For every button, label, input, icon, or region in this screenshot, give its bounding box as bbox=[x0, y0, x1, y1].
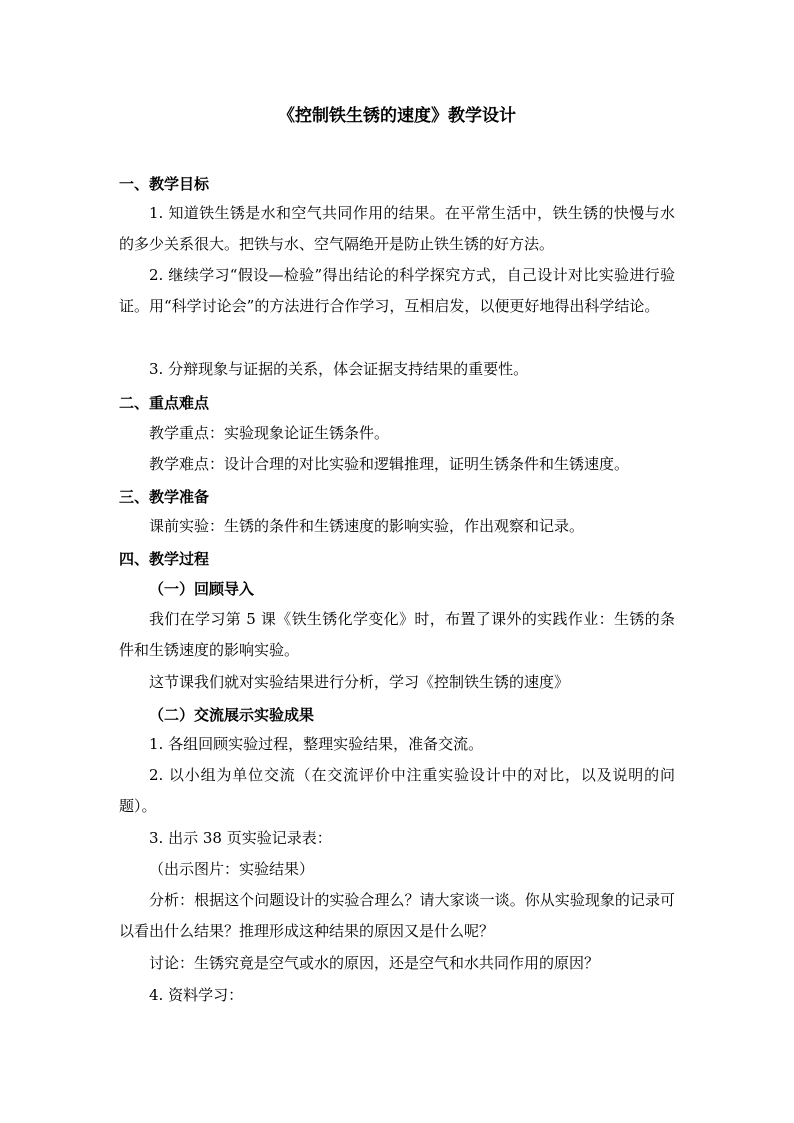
goal-item-3: 3. 分辩现象与证据的关系，体会证据支持结果的重要性。 bbox=[149, 360, 529, 378]
heading-key-points: 二、重点难点 bbox=[119, 394, 210, 412]
teaching-focus: 教学重点：实验现象论证生锈条件。 bbox=[149, 424, 390, 442]
exchange-step-1: 1. 各组回顾实验过程，整理实验结果，准备交流。 bbox=[149, 735, 484, 753]
goal-item-2: 2. 继续学习“假设—检验”得出结论的科学探究方式，自己设计对比实验进行验证。用“科学讨论会”的方法进行合作学习，互相启发，以便更好地得出科学结论。 bbox=[119, 266, 675, 315]
heading-process: 四、教学过程 bbox=[119, 550, 210, 568]
analysis-paragraph: 分析：根据这个问题设计的实验合理么？请大家谈一谈。你从实验现象的记录可以看出什么结果？推理形成这种结果的原因又是什么呢？ bbox=[119, 891, 675, 940]
review-paragraph-1: 我们在学习第 5 课《铁生锈化学变化》时，布置了课外的实践作业：生锈的条件和生锈速度的影响实验。 bbox=[119, 610, 675, 659]
teaching-difficulty: 教学难点：设计合理的对比实验和逻辑推理，证明生锈条件和生锈速度。 bbox=[149, 455, 630, 473]
exchange-step-4: 4. 资料学习： bbox=[149, 986, 244, 1004]
heading-teaching-goals: 一、教学目标 bbox=[119, 175, 210, 193]
preparation-text: 课前实验：生锈的条件和生锈速度的影响实验，作出观察和记录。 bbox=[149, 517, 585, 535]
figure-note: （出示图片：实验结果） bbox=[149, 860, 315, 878]
subheading-exchange-results: （二）交流展示实验成果 bbox=[149, 706, 315, 724]
goal-item-1: 1. 知道铁生锈是水和空气共同作用的结果。在平常生活中，铁生锈的快慢与水的多少关系很大。把铁与水、空气隔绝开是防止铁生锈的好方法。 bbox=[119, 204, 675, 253]
exchange-step-2: 2. 以小组为单位交流（在交流评价中注重实验设计中的对比，以及说明的问题）。 bbox=[119, 766, 675, 815]
subheading-review-intro: （一）回顾导入 bbox=[149, 580, 255, 598]
exchange-step-3: 3. 出示 38 页实验记录表： bbox=[149, 829, 332, 847]
discussion-paragraph: 讨论：生锈究竟是空气或水的原因，还是空气和水共同作用的原因？ bbox=[149, 954, 600, 972]
heading-preparation: 三、教学准备 bbox=[119, 488, 210, 506]
review-paragraph-2: 这节课我们就对实验结果进行分析，学习《控制铁生锈的速度》 bbox=[149, 673, 570, 691]
document-title: 《控制铁生锈的速度》教学设计 bbox=[278, 106, 516, 126]
